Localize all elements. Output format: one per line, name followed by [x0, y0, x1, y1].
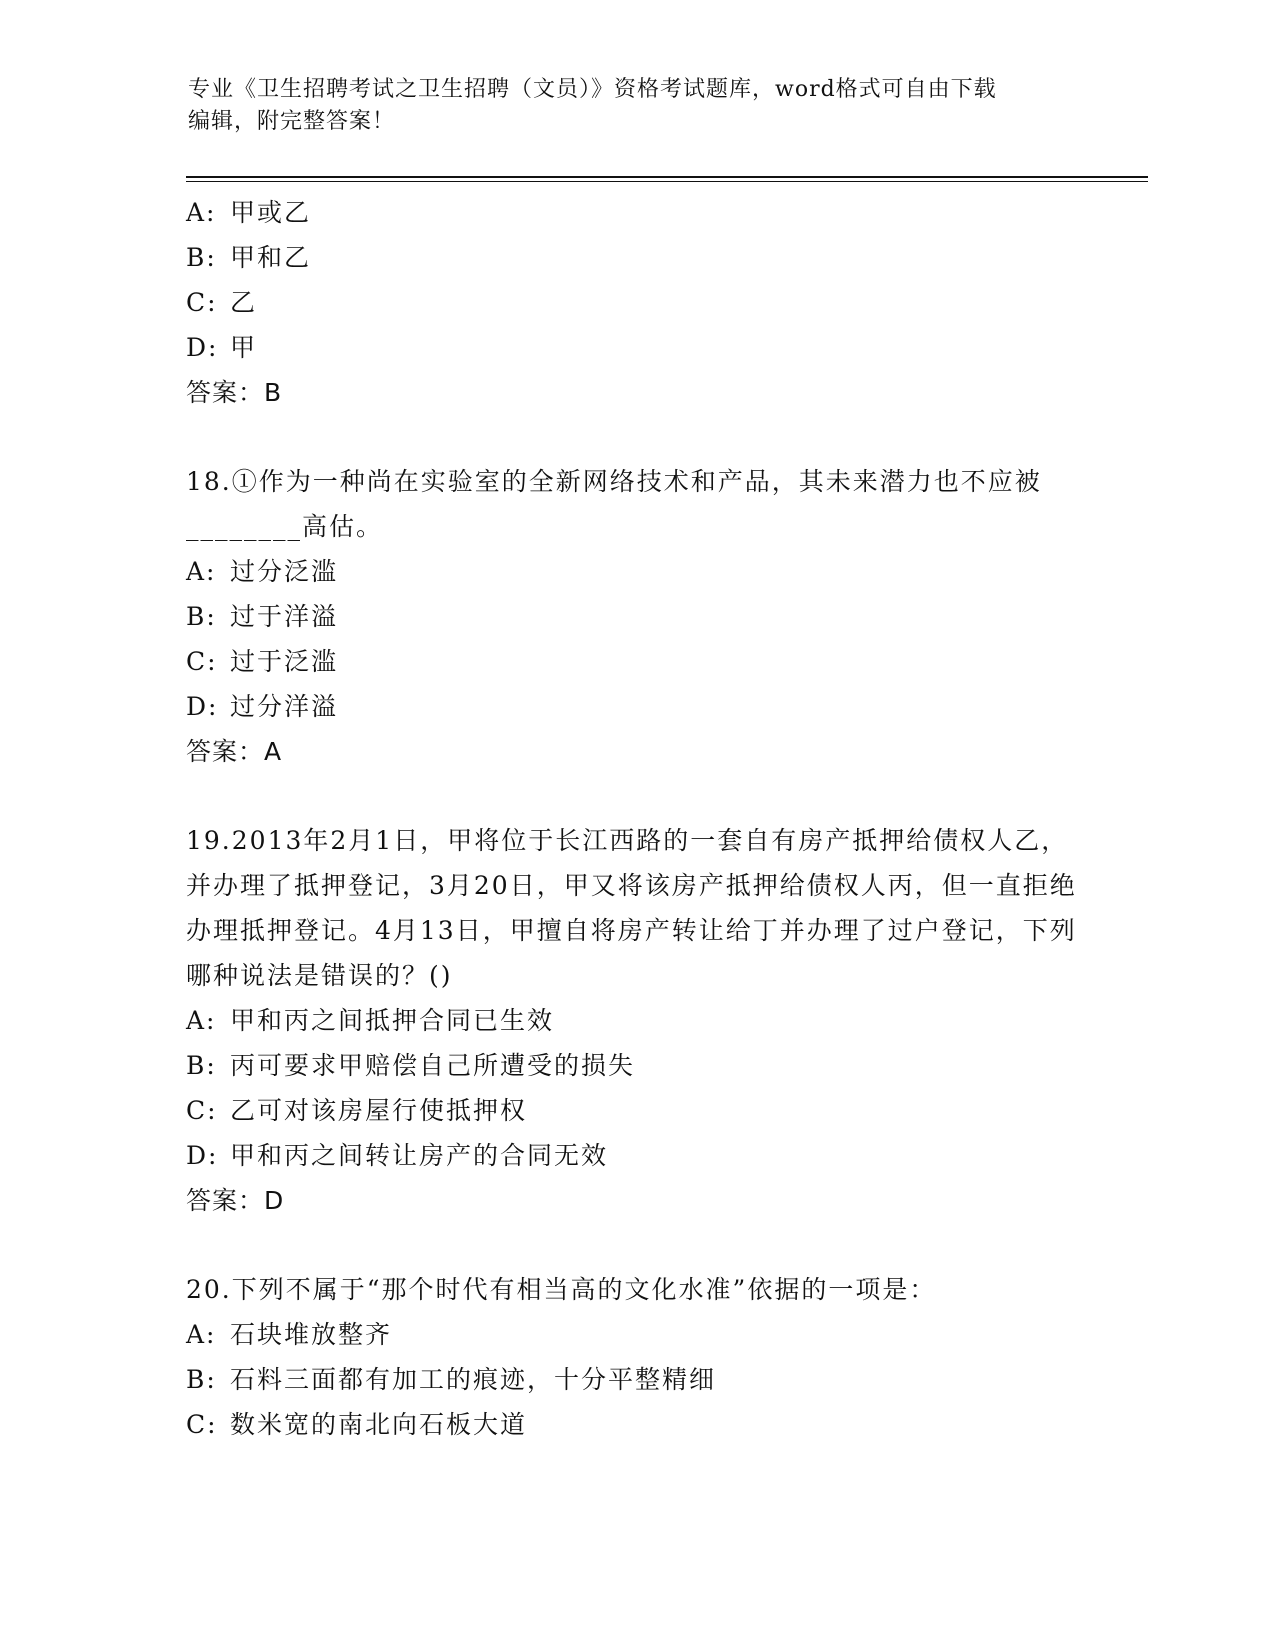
question-stem: 20.下列不属于“那个时代有相当高的文化水准”依据的一项是：: [186, 1275, 937, 1304]
answer-line: 答案：D: [186, 1186, 285, 1215]
option-a: [186, 549, 1086, 594]
option-key: B:: [186, 1051, 217, 1080]
option-text: 过分洋溢: [230, 692, 339, 721]
option-b: [186, 1357, 1086, 1402]
question-list: [186, 190, 1086, 1447]
question-18: [186, 459, 1086, 774]
option-d: [186, 1133, 1086, 1178]
option-key: D:: [186, 692, 219, 721]
question-stem: 19.2013年2月1日，甲将位于长江西路的一套自有房产抵押给债权人乙，并办理了抵押登记，3月20日，甲又将该房产抵押给债权人丙，但一直拒绝办理抵押登记。4月13日，甲擅自将房产转让给丁并办理了过户登记，下列哪种说法是错误的？(): [186, 826, 1077, 990]
header-line-2: 编辑，附完整答案！: [188, 109, 396, 134]
answer-line: 答案：A: [186, 737, 283, 766]
option-key: D:: [186, 1141, 219, 1170]
option-key: A:: [186, 1320, 217, 1349]
option-key: D:: [186, 333, 219, 362]
option-key: A:: [186, 557, 217, 586]
option-text: 过于泛滥: [230, 647, 339, 676]
question-20: [186, 1267, 1086, 1447]
option-text: 过于洋溢: [230, 602, 339, 631]
option-key: C:: [186, 1410, 218, 1439]
option-text: 甲: [230, 333, 258, 362]
question-stem: 18.①作为一种尚在实验室的全新网络技术和产品，其未来潜力也不应被________高估。: [186, 467, 1042, 541]
option-c: [186, 280, 1086, 325]
option-text: 过分泛滥: [230, 557, 339, 586]
option-text: 甲和丙之间转让房产的合同无效: [230, 1141, 609, 1170]
question-17: [186, 190, 1086, 415]
option-c: [186, 639, 1086, 684]
option-a: [186, 998, 1086, 1043]
answer-line: 答案：B: [186, 378, 283, 407]
option-key: B:: [186, 243, 217, 272]
option-a: [186, 1312, 1086, 1357]
header-line-1: 专业《卫生招聘考试之卫生招聘（文员）》资格考试题库，word格式可自由下载: [188, 77, 997, 102]
option-text: 数米宽的南北向石板大道: [230, 1410, 528, 1439]
option-a: [186, 190, 1086, 235]
option-c: [186, 1088, 1086, 1133]
header-divider-thick: [186, 176, 1148, 178]
option-text: 甲或乙: [230, 198, 312, 227]
option-b: [186, 235, 1086, 280]
document-header: [188, 74, 1068, 138]
option-b: [186, 594, 1086, 639]
option-text: 甲和丙之间抵押合同已生效: [230, 1006, 555, 1035]
option-key: B:: [186, 1365, 217, 1394]
question-19: [186, 818, 1086, 1223]
option-text: 石块堆放整齐: [230, 1320, 393, 1349]
option-c: [186, 1402, 1086, 1447]
option-b: [186, 1043, 1086, 1088]
option-key: C:: [186, 647, 218, 676]
option-text: 乙: [230, 288, 258, 317]
option-key: B:: [186, 602, 217, 631]
option-key: A:: [186, 198, 217, 227]
option-key: C:: [186, 1096, 218, 1125]
option-d: [186, 325, 1086, 370]
option-key: C:: [186, 288, 218, 317]
option-text: 乙可对该房屋行使抵押权: [230, 1096, 528, 1125]
header-divider-thin: [186, 181, 1148, 182]
option-key: A:: [186, 1006, 217, 1035]
option-text: 丙可要求甲赔偿自己所遭受的损失: [230, 1051, 636, 1080]
option-text: 石料三面都有加工的痕迹，十分平整精细: [230, 1365, 717, 1394]
option-d: [186, 684, 1086, 729]
option-text: 甲和乙: [230, 243, 312, 272]
